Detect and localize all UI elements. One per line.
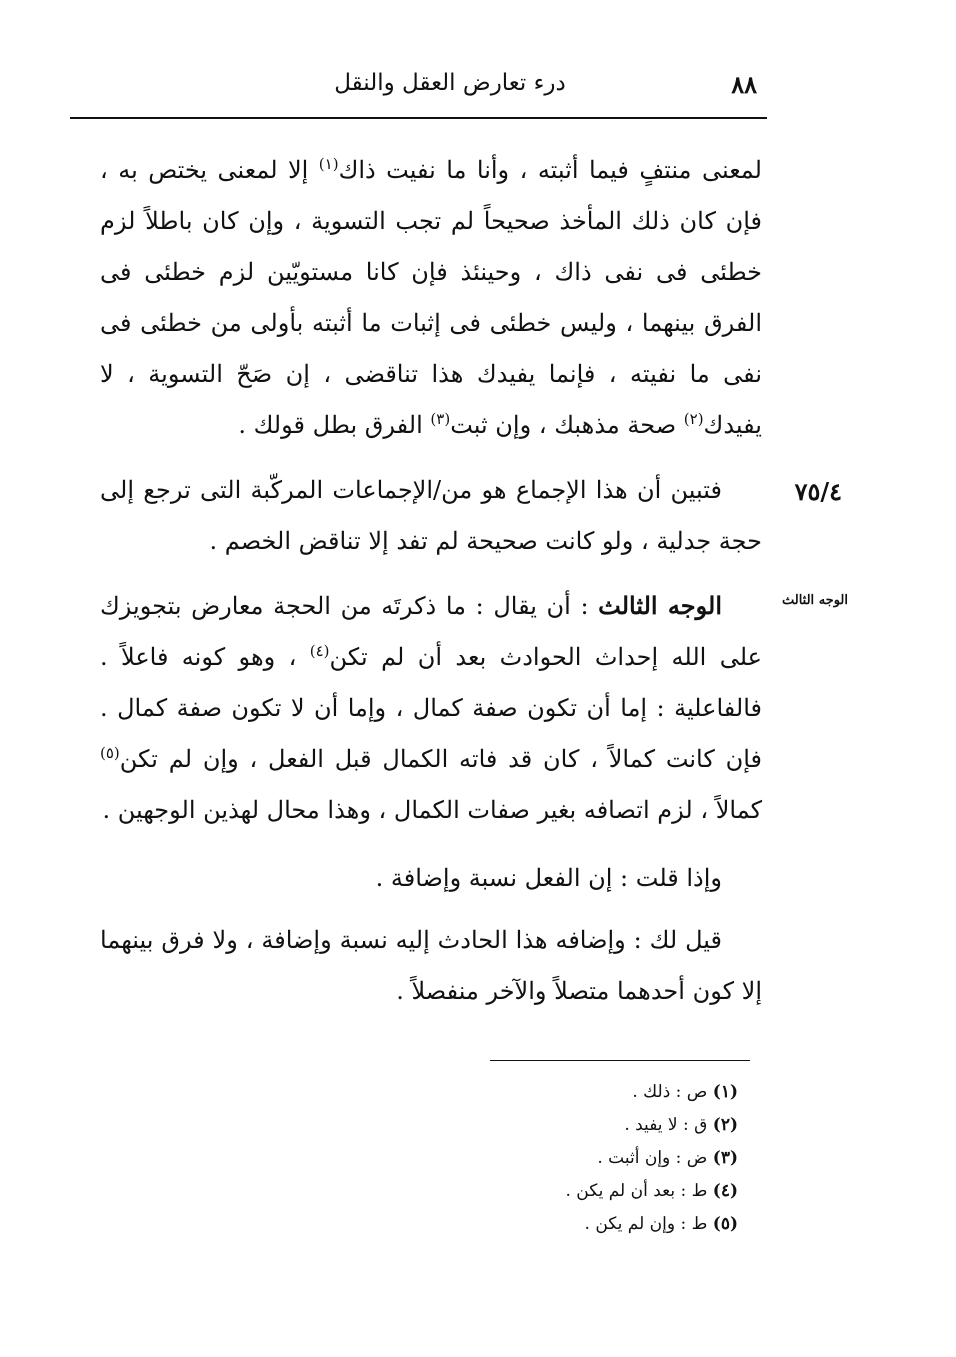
- footnote-item: [440, 1142, 738, 1175]
- footnote-marker: (٥): [100, 744, 120, 762]
- footnote-marker: (٢): [683, 410, 704, 428]
- footnote-text: ط : وإن لم يكن .: [584, 1214, 708, 1234]
- page-header: [70, 62, 765, 102]
- section-heading-inline: الوجه الثالث: [598, 591, 723, 620]
- footnote-item: [440, 1109, 738, 1142]
- footnote-marker: (٤): [309, 642, 330, 660]
- footnote-marker: (١): [318, 155, 339, 173]
- paragraph-2: [100, 465, 762, 567]
- paragraph-text: فتبين أن هذا الإجماع هو من/الإجماعات المركّبة التى ترجع إلى حجة جدلية ، ولو كانت صحيحة لم تفد إلا تناقض الخصم .: [100, 476, 762, 555]
- footnote-number: (٣): [712, 1148, 738, 1168]
- paragraph-5: [100, 915, 762, 1017]
- margin-section-label: الوجه الثالث: [781, 593, 848, 608]
- footnote-text: ص : ذلك .: [632, 1082, 708, 1102]
- footnote-number: (٤): [712, 1181, 738, 1201]
- paragraph-text: إلا لمعنى يختص به ، فإن كان ذلك المأخذ صحيحاً لم تجب التسوية ، وإن كان باطلاً لزم خطئى فى نفى ذاك ، وحينئذ فإن كانا مستويّين لزم خطئى فى الفرق بينهما ، وليس خطئى فى إثبات ما أثبته بأولى من خطئى فى نفى ما نفيته ، فإنما يفيدك هذا تناقضى ، إن صَحّ التسوية ، لا يفيدك: [100, 156, 762, 439]
- paragraph-4: [100, 853, 762, 904]
- footnote-item: [440, 1076, 738, 1109]
- paragraph-text: كمالاً ، لزم اتصافه بغير صفات الكمال ، وهذا محال لهذين الوجهين .: [102, 796, 762, 824]
- footnote-text: ض : وإن أثبت .: [597, 1148, 708, 1168]
- header-rule: [70, 117, 767, 119]
- footnote-text: ط : بعد أن لم يكن .: [565, 1181, 708, 1201]
- footnote-item: [440, 1175, 738, 1208]
- footnote-item: [440, 1208, 738, 1241]
- page-number: ٨٨: [731, 70, 757, 99]
- paragraph-text: لمعنى منتفٍ فيما أثبته ، وأنا ما نفيت ذاك: [338, 156, 762, 184]
- paragraph-text: قيل لك : وإضافه هذا الحادث إليه نسبة وإضافة ، ولا فرق بينهما إلا كون أحدهما متصلاً والآخر منفصلاً .: [100, 926, 762, 1005]
- margin-volume-page-reference: ٧٥/٤: [794, 477, 842, 506]
- footnote-number: (١): [712, 1082, 738, 1102]
- footnotes-list: [440, 1076, 738, 1241]
- running-title: درء تعارض العقل والنقل: [334, 70, 566, 96]
- paragraph-text: صحة مذهبك ، وإن ثبت: [450, 411, 684, 439]
- footnote-marker: (٣): [430, 410, 451, 428]
- paragraph-1: [100, 145, 762, 451]
- footnote-text: ق : لا يفيد .: [624, 1115, 708, 1135]
- paragraph-text: : أن يقال : ما ذكرتَه من الحجة معارض بتجويزك على الله إحداث الحوادث بعد أن لم تكن: [100, 592, 762, 671]
- paragraph-3: [100, 580, 762, 836]
- paragraph-text: ، وهو كونه فاعلاً . فالفاعلية : إما أن تكون صفة كمال ، وإما أن لا تكون صفة كمال . فإن كانت كمالاً ، كان قد فاته الكمال قبل الفعل ، وإن لم تكن: [100, 643, 763, 773]
- footnote-separator: [490, 1060, 750, 1061]
- paragraph-text: الفرق بطل قولك .: [238, 411, 431, 439]
- paragraph-text: وإذا قلت : إن الفعل نسبة وإضافة .: [375, 864, 722, 892]
- footnote-number: (٥): [712, 1214, 738, 1234]
- footnote-number: (٢): [712, 1115, 738, 1135]
